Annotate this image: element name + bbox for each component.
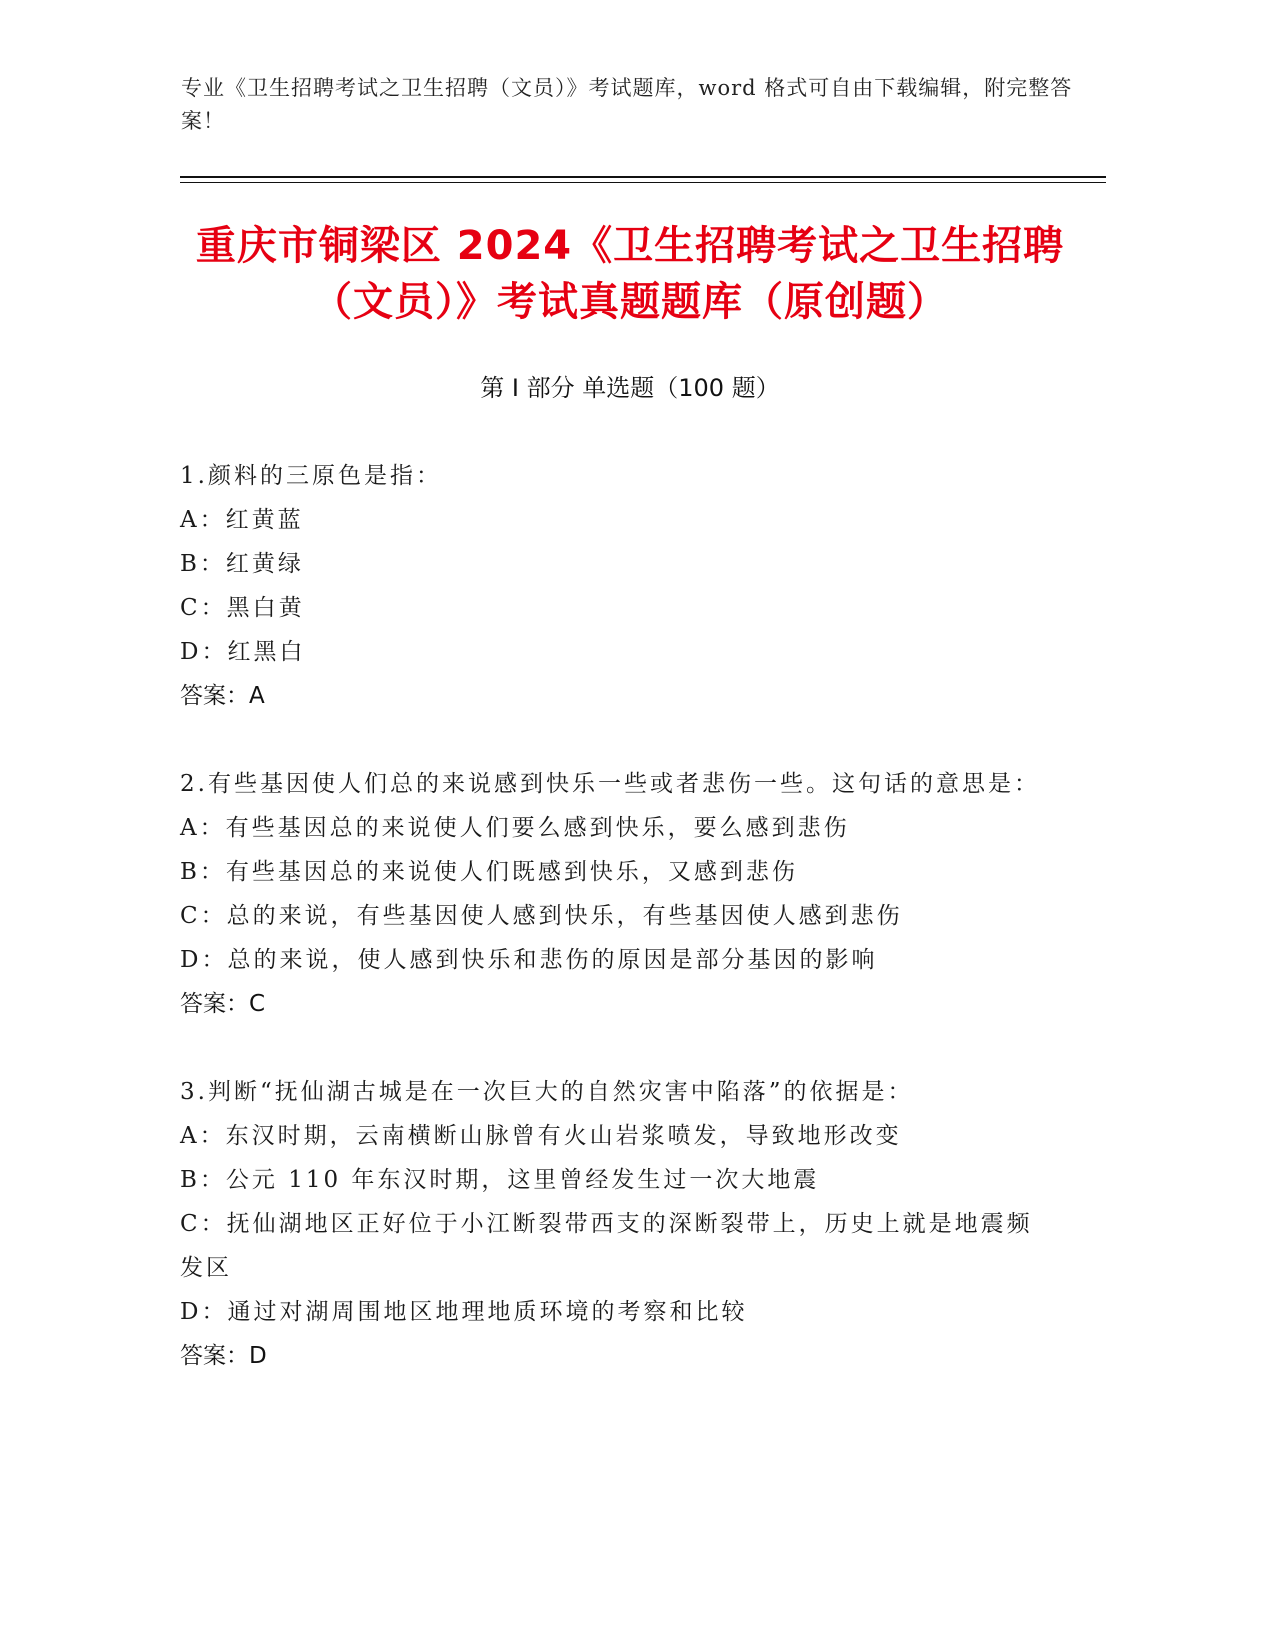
question-stem: 3.判断“抚仙湖古城是在一次巨大的自然灾害中陷落”的依据是：: [180, 1079, 914, 1105]
option-b: B：公元 110 年东汉时期，这里曾经发生过一次大地震: [180, 1167, 820, 1193]
document-title: 重庆市铜梁区 2024《卫生招聘考试之卫生招聘（文员）》考试真题题库（原创题）: [195, 223, 1065, 325]
answer: 答案：D: [180, 1343, 267, 1369]
option-c: C：黑白黄: [180, 595, 305, 621]
question-stem: 1.颜料的三原色是指：: [180, 463, 442, 489]
question-stem: 2.有些基因使人们总的来说感到快乐一些或者悲伤一些。这句话的意思是：: [180, 771, 1040, 797]
header-note: 专业《卫生招聘考试之卫生招聘（文员）》考试题库，word 格式可自由下载编辑，附完整答案！: [181, 76, 1073, 133]
option-a: A：红黄蓝: [180, 507, 304, 533]
header-rule-thick: [180, 176, 1106, 178]
question-2: [180, 762, 1040, 1026]
option-d: D：红黑白: [180, 639, 306, 665]
answer: 答案：A: [180, 683, 265, 709]
question-list: [180, 454, 1040, 1422]
option-a: A：东汉时期，云南横断山脉曾有火山岩浆喷发，导致地形改变: [180, 1123, 902, 1149]
question-1: [180, 454, 1040, 718]
header-rule-thin: [180, 182, 1106, 183]
option-c: C：抚仙湖地区正好位于小江断裂带西支的深断裂带上，历史上就是地震频发区: [180, 1211, 1033, 1281]
option-d: D：通过对湖周围地区地理地质环境的考察和比较: [180, 1299, 748, 1325]
option-d: D：总的来说，使人感到快乐和悲伤的原因是部分基因的影响: [180, 947, 878, 973]
option-b: B：红黄绿: [180, 551, 304, 577]
option-b: B：有些基因总的来说使人们既感到快乐，又感到悲伤: [180, 859, 798, 885]
question-3: [180, 1070, 1040, 1378]
section-heading: 第 I 部分 单选题（100 题）: [480, 374, 780, 402]
answer: 答案：C: [180, 991, 266, 1017]
option-c: C：总的来说，有些基因使人感到快乐，有些基因使人感到悲伤: [180, 903, 903, 929]
option-a: A：有些基因总的来说使人们要么感到快乐，要么感到悲伤: [180, 815, 850, 841]
